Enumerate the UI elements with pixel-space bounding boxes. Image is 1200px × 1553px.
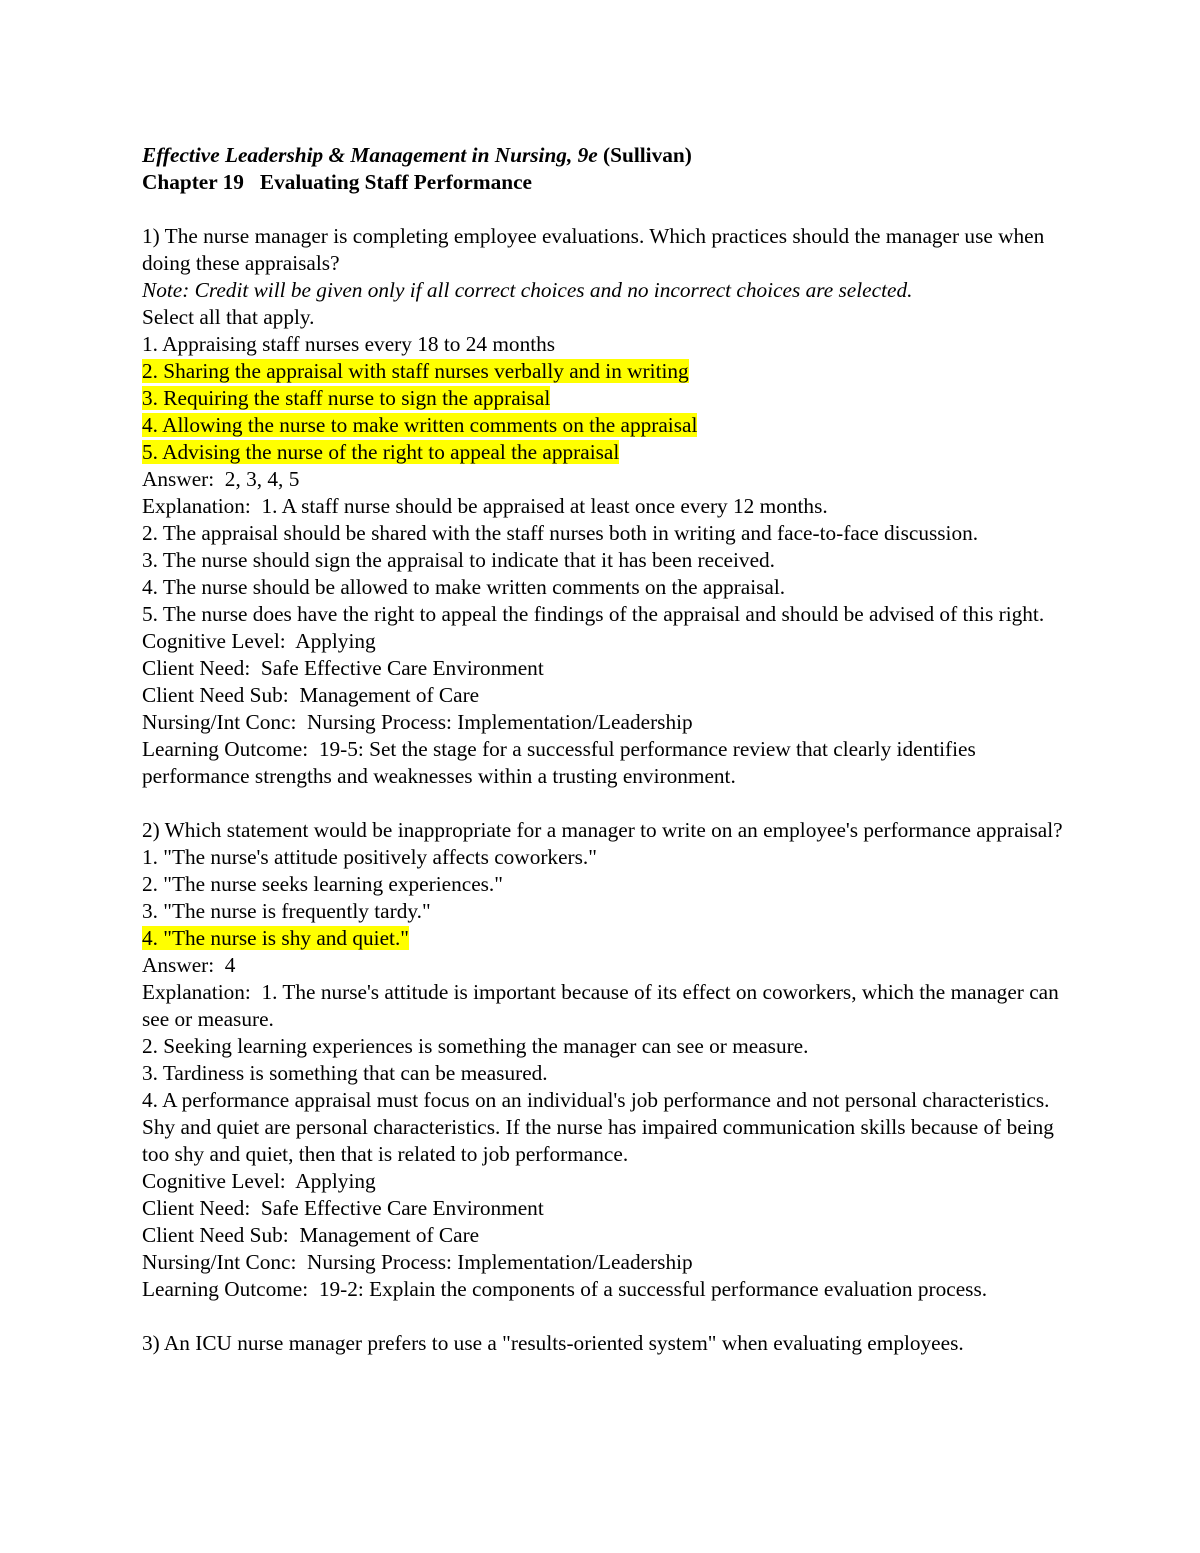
client-need-sub: Client Need Sub: Management of Care <box>142 683 480 707</box>
option-text: 2. "The nurse seeks learning experiences." <box>142 872 503 896</box>
document-page <box>142 142 1072 1357</box>
option-3 <box>142 898 1072 925</box>
document-title <box>142 142 1072 169</box>
question-2 <box>142 817 1072 1303</box>
book-author: (Sullivan) <box>597 143 692 167</box>
answer: Answer: 2, 3, 4, 5 <box>142 467 300 491</box>
explanation-line: 2. Seeking learning experiences is something the manager can see or measure. <box>142 1034 809 1058</box>
question-stem: 1) The nurse manager is completing employee evaluations. Which practices should the manager use when doing these appraisals? <box>142 224 1045 275</box>
option-4-correct <box>142 925 1072 952</box>
option-2 <box>142 871 1072 898</box>
book-title: Effective Leadership & Management in Nursing, 9e <box>142 143 598 167</box>
explanation-line: Explanation: 1. The nurse's attitude is important because of its effect on coworkers, which the manager can see or measure. <box>142 980 1065 1031</box>
nursing-int-conc: Nursing/Int Conc: Nursing Process: Implementation/Leadership <box>142 1250 693 1274</box>
learning-outcome: Learning Outcome: 19-2: Explain the components of a successful performance evaluation process. <box>142 1277 988 1301</box>
option-1 <box>142 331 1072 358</box>
option-text: 3. "The nurse is frequently tardy." <box>142 899 431 923</box>
nursing-int-conc: Nursing/Int Conc: Nursing Process: Implementation/Leadership <box>142 710 693 734</box>
spacer <box>142 1303 1072 1330</box>
client-need: Client Need: Safe Effective Care Environment <box>142 656 544 680</box>
highlighted-option-text: 4. Allowing the nurse to make written comments on the appraisal <box>142 413 698 437</box>
explanation-line: 4. A performance appraisal must focus on an individual's job performance and not personal characteristics. Shy and quiet are personal characteristics. If the nurse has impaired communication skills because of being too shy and quiet, then that is related to job performance. <box>142 1088 1054 1166</box>
highlighted-option-text: 3. Requiring the staff nurse to sign the appraisal <box>142 386 551 410</box>
question-instruction: Select all that apply. <box>142 305 315 329</box>
client-need: Client Need: Safe Effective Care Environment <box>142 1196 544 1220</box>
highlighted-option-text: 5. Advising the nurse of the right to appeal the appraisal <box>142 440 620 464</box>
learning-outcome: Learning Outcome: 19-5: Set the stage for a successful performance review that clearly identifies performance strengths and weaknesses within a trusting environment. <box>142 737 982 788</box>
option-1 <box>142 844 1072 871</box>
question-1 <box>142 223 1072 790</box>
highlighted-option-text: 2. Sharing the appraisal with staff nurses verbally and in writing <box>142 359 689 383</box>
question-stem: 2) Which statement would be inappropriate for a manager to write on an employee's performance appraisal? <box>142 818 1063 842</box>
spacer <box>142 196 1072 223</box>
cognitive-level: Cognitive Level: Applying <box>142 629 376 653</box>
highlighted-option-text: 4. "The nurse is shy and quiet." <box>142 926 409 950</box>
answer: Answer: 4 <box>142 953 236 977</box>
spacer <box>142 790 1072 817</box>
option-text: 1. Appraising staff nurses every 18 to 24 months <box>142 332 556 356</box>
option-text: 1. "The nurse's attitude positively affects coworkers." <box>142 845 597 869</box>
option-3-correct <box>142 385 1072 412</box>
explanation-line: 4. The nurse should be allowed to make written comments on the appraisal. <box>142 575 786 599</box>
explanation-line: 2. The appraisal should be shared with the staff nurses both in writing and face-to-face discussion. <box>142 521 979 545</box>
client-need-sub: Client Need Sub: Management of Care <box>142 1223 480 1247</box>
question-stem: 3) An ICU nurse manager prefers to use a "results-oriented system" when evaluating employees. <box>142 1331 964 1355</box>
explanation-line: 3. Tardiness is something that can be measured. <box>142 1061 548 1085</box>
explanation-line: Explanation: 1. A staff nurse should be appraised at least once every 12 months. <box>142 494 828 518</box>
option-5-correct <box>142 439 1072 466</box>
option-4-correct <box>142 412 1072 439</box>
chapter-heading: Chapter 19 Evaluating Staff Performance <box>142 170 532 194</box>
explanation-line: 3. The nurse should sign the appraisal to indicate that it has been received. <box>142 548 775 572</box>
explanation-line: 5. The nurse does have the right to appeal the findings of the appraisal and should be advised of this right. <box>142 602 1045 626</box>
option-2-correct <box>142 358 1072 385</box>
question-note: Note: Credit will be given only if all correct choices and no incorrect choices are selected. <box>142 278 913 302</box>
cognitive-level: Cognitive Level: Applying <box>142 1169 376 1193</box>
question-3 <box>142 1330 1072 1357</box>
